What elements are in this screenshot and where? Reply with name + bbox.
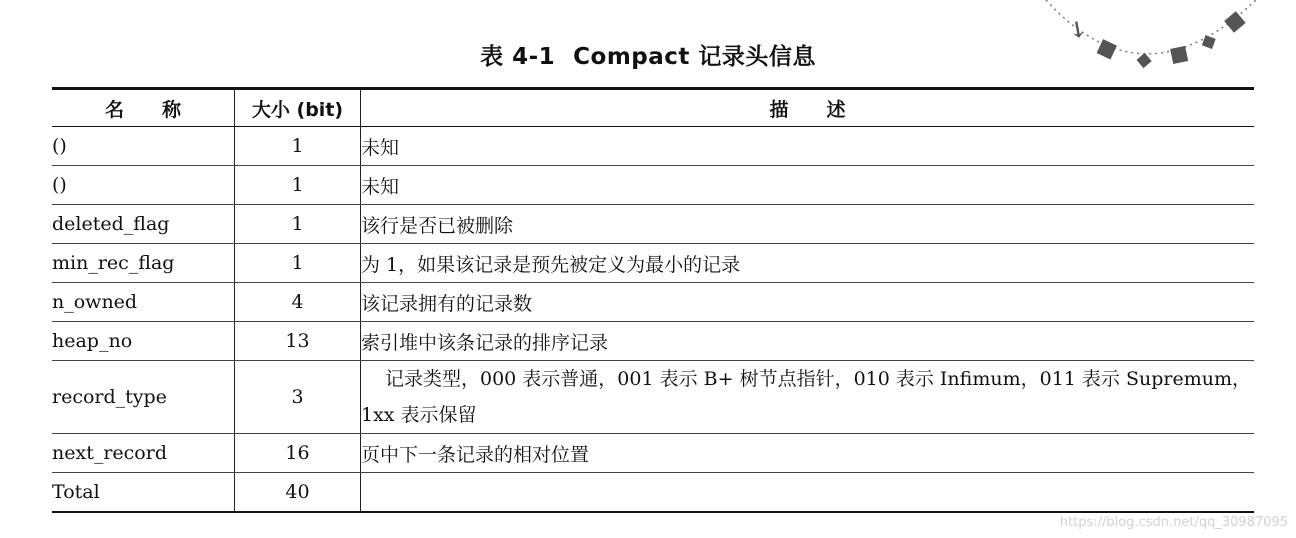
cell-description: 未知 <box>361 127 1255 166</box>
table-row <box>52 166 1254 205</box>
table-row <box>52 205 1254 244</box>
source-watermark: https://blog.csdn.net/qq_30987095 <box>1059 515 1288 530</box>
svg-text:■: ■ <box>1093 32 1122 63</box>
table-row <box>52 322 1254 361</box>
table-row <box>52 361 1254 434</box>
cell-description <box>361 473 1255 513</box>
cell-size: 1 <box>235 166 361 205</box>
table-row <box>52 434 1254 473</box>
cell-description: 未知 <box>361 166 1255 205</box>
table-row <box>52 127 1254 166</box>
cell-description: 该记录拥有的记录数 <box>361 283 1255 322</box>
cell-name: record_type <box>52 361 235 434</box>
header-description: 描 述 <box>361 89 1255 127</box>
svg-text:◆: ◆ <box>1135 46 1153 72</box>
cell-size: 1 <box>235 127 361 166</box>
cell-description: 页中下一条记录的相对位置 <box>361 434 1255 473</box>
cell-name: () <box>52 166 235 205</box>
table-caption <box>0 38 1296 71</box>
svg-text:◆: ◆ <box>1195 26 1221 55</box>
cell-description: 为 1，如果该记录是预先被定义为最小的记录 <box>361 244 1255 283</box>
svg-text:■: ■ <box>1218 5 1249 36</box>
cell-name: min_rec_flag <box>52 244 235 283</box>
cell-name: deleted_flag <box>52 205 235 244</box>
cell-name: () <box>52 127 235 166</box>
cell-size: 40 <box>235 473 361 513</box>
cell-size: 1 <box>235 244 361 283</box>
record-header-table <box>52 87 1254 513</box>
table-header-row <box>52 89 1254 127</box>
cell-size: 16 <box>235 434 361 473</box>
cell-size: 4 <box>235 283 361 322</box>
cell-name: heap_no <box>52 322 235 361</box>
header-size: 大小 (bit) <box>235 89 361 127</box>
cell-size: 3 <box>235 361 361 434</box>
cell-size: 13 <box>235 322 361 361</box>
header-name: 名 称 <box>52 89 235 127</box>
table-title: Compact 记录头信息 <box>573 44 816 70</box>
svg-text:■: ■ <box>1167 39 1191 67</box>
cell-name: n_owned <box>52 283 235 322</box>
table-number: 表 4-1 <box>480 44 556 70</box>
cell-size: 1 <box>235 205 361 244</box>
cell-description: 该行是否已被删除 <box>361 205 1255 244</box>
cell-name: Total <box>52 473 235 513</box>
table-row <box>52 283 1254 322</box>
cell-name: next_record <box>52 434 235 473</box>
cell-description: 记录类型，000 表示普通，001 表示 B+ 树节点指针，010 表示 Infimum，011 表示 Supremum，1xx 表示保留 <box>361 361 1255 434</box>
table-row-total <box>52 473 1254 513</box>
cell-description: 索引堆中该条记录的排序记录 <box>361 322 1255 361</box>
svg-text:↘: ↘ <box>1062 13 1093 46</box>
table-row <box>52 244 1254 283</box>
